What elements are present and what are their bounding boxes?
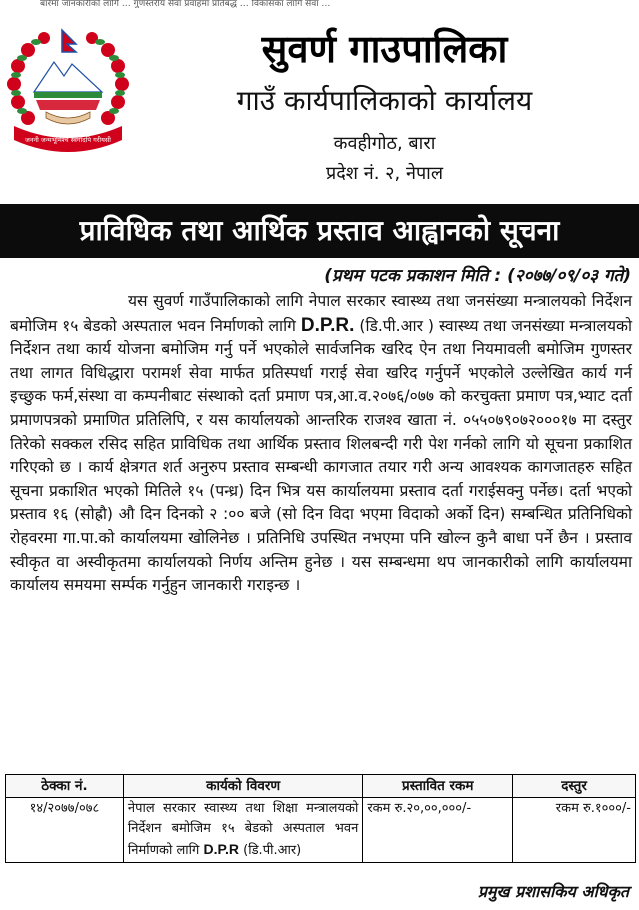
top-cropped-text: बारेमा जानकारीको लागि … गुणस्तरीय सेवा प्रवाहमा प्रतिबद्ध … विकासका लागि सेवा … xyxy=(40,0,331,8)
desc-part-1: नेपाल सरकार स्वास्थ्य तथा शिक्षा मन्त्रालयको निर्देशन बमोजिम १५ बेडको अस्पताल भवन निर्माणको लागि xyxy=(127,801,359,858)
office-name: गाउँ कार्यपालिकाको कार्यालय xyxy=(236,84,533,117)
body-text-part-1: यस सुवर्ण गाउँपालिकाको लागि नेपाल सरकार स्वास्थ्य तथा जनसंख्या मन्त्रालयको निर्देशन बमोजिम १५ बेडको अस्पताल भवन निर्माणको लागि xyxy=(10,292,632,335)
address-line-2: प्रदेश नं. २, नेपाल xyxy=(325,163,444,184)
header-proposed-amount: प्रस्तावित रकम xyxy=(363,775,513,798)
body-text-part-2: (डि.पी.आर ) स्वास्थ्य तथा जनसंख्या मन्त्रालयको निर्देशन तथा कार्य योजना बमोजिम गर्नु पर्ने भएकोले सार्वजनिक खरिद ऐन तथा नियमावली बमोजिम गुणस्तर तथा लागत विधिद्धारा परामर्श सेवा मार्फत प्रतिस्पर्धा गराई सेवा खरिद गर्नुपर्ने भएकोले उल्लेखित कार्य गर्न इच्छुक फर्म,संस्था वा कम्पनीबाट संस्थाको दर्ता प्रमाण पत्र,आ.व.२०७६/०७७ को करचुक्ता प्रमाण पत्र,भ्याट दर्ता प्रमाणपत्रको प्रमाणित प्रतिलिपि, र यस कार्यालयको आन्तरिक राजश्व खाता नं. ०५५०७९०७२०००१७ मा दस्तुर तिरेको सक्कल रसिद सहित प्राविधिक तथा आर्थिक प्रस्ताव शिलबन्दी गरी पेश गर्नको लागि यो सूचना प्रकाशित गरिएको छ । कार्य क्षेत्रगत शर्त अनुरुप प्रस्ताव सम्बन्धी कागजात तयार गरी अन्य आवश्यक कागजातहरु सहित सूचना प्रकाशित भएको मितिले १५ (पन्ध्र) दिन भित्र यस कार्यालयमा प्रस्ताव दर्ता गराईसक्नु पर्नेछ। दर्ता भएको प्रस्ताव १६ (सोह्रौ) औ दिन दिनको २ :०० बजे (सो दिन विदा भएमा विदाको अर्को दिन) सम्बन्धित प्रतिनिधिको रोहवरमा गा.पा.को कार्यालयमा खोलिनेछ । प्रतिनिधि उपस्थित नभएमा पनि खोल्न कुनै बाधा पर्ने छैन । प्रस्ताव स्वीकृत वा अस्वीकृतमा कार्यालयको निर्णय अन्तिम हुनेछ । यस सम्बन्धमा थप जानकारीको लागि कार्यालयमा कार्यालय समयमा सर्म्पक गर्नुहुन जानकारी गराइन्छ । xyxy=(10,316,633,595)
header-work-description: कार्यको विवरण xyxy=(123,775,362,798)
tender-table xyxy=(5,774,636,863)
cell-fee: रकम रु.१०००/- xyxy=(513,798,636,863)
body-dpr: D.P.R. xyxy=(300,314,355,336)
cell-proposed-amount: रकम रु.२०,००,०००/- xyxy=(363,798,513,863)
desc-part-2: (डि.पी.आर) xyxy=(239,843,302,858)
signatory-title: प्रमुख प्रशासकिय अधिकृत xyxy=(477,882,629,901)
header-fee: दस्तुर xyxy=(513,775,636,798)
table-row xyxy=(6,798,636,863)
notice-title-banner: प्राविधिक तथा आर्थिक प्रस्ताव आह्वानको सूचना xyxy=(0,204,639,258)
cell-work-description xyxy=(123,798,362,863)
nepal-emblem-icon xyxy=(6,26,130,154)
desc-dpr: D.P.R xyxy=(203,841,240,857)
address-line-1: कवहीगोठ, बारा xyxy=(333,133,436,154)
cell-contract-no: १४/२०७७/०७८ xyxy=(6,798,124,863)
header-contract-no: ठेक्का नं. xyxy=(6,775,124,798)
publication-date: (प्रथम पटक प्रकाशन मिति : (२०७७/०९/०३ गते) xyxy=(324,266,631,286)
municipality-name: सुवर्ण गाउपालिका xyxy=(261,27,508,71)
notice-body xyxy=(10,290,632,598)
table-header-row xyxy=(6,775,636,798)
emblem-motto: जननी जन्मभूमिश्च स्वर्गादपि गरीयसी xyxy=(25,136,111,144)
